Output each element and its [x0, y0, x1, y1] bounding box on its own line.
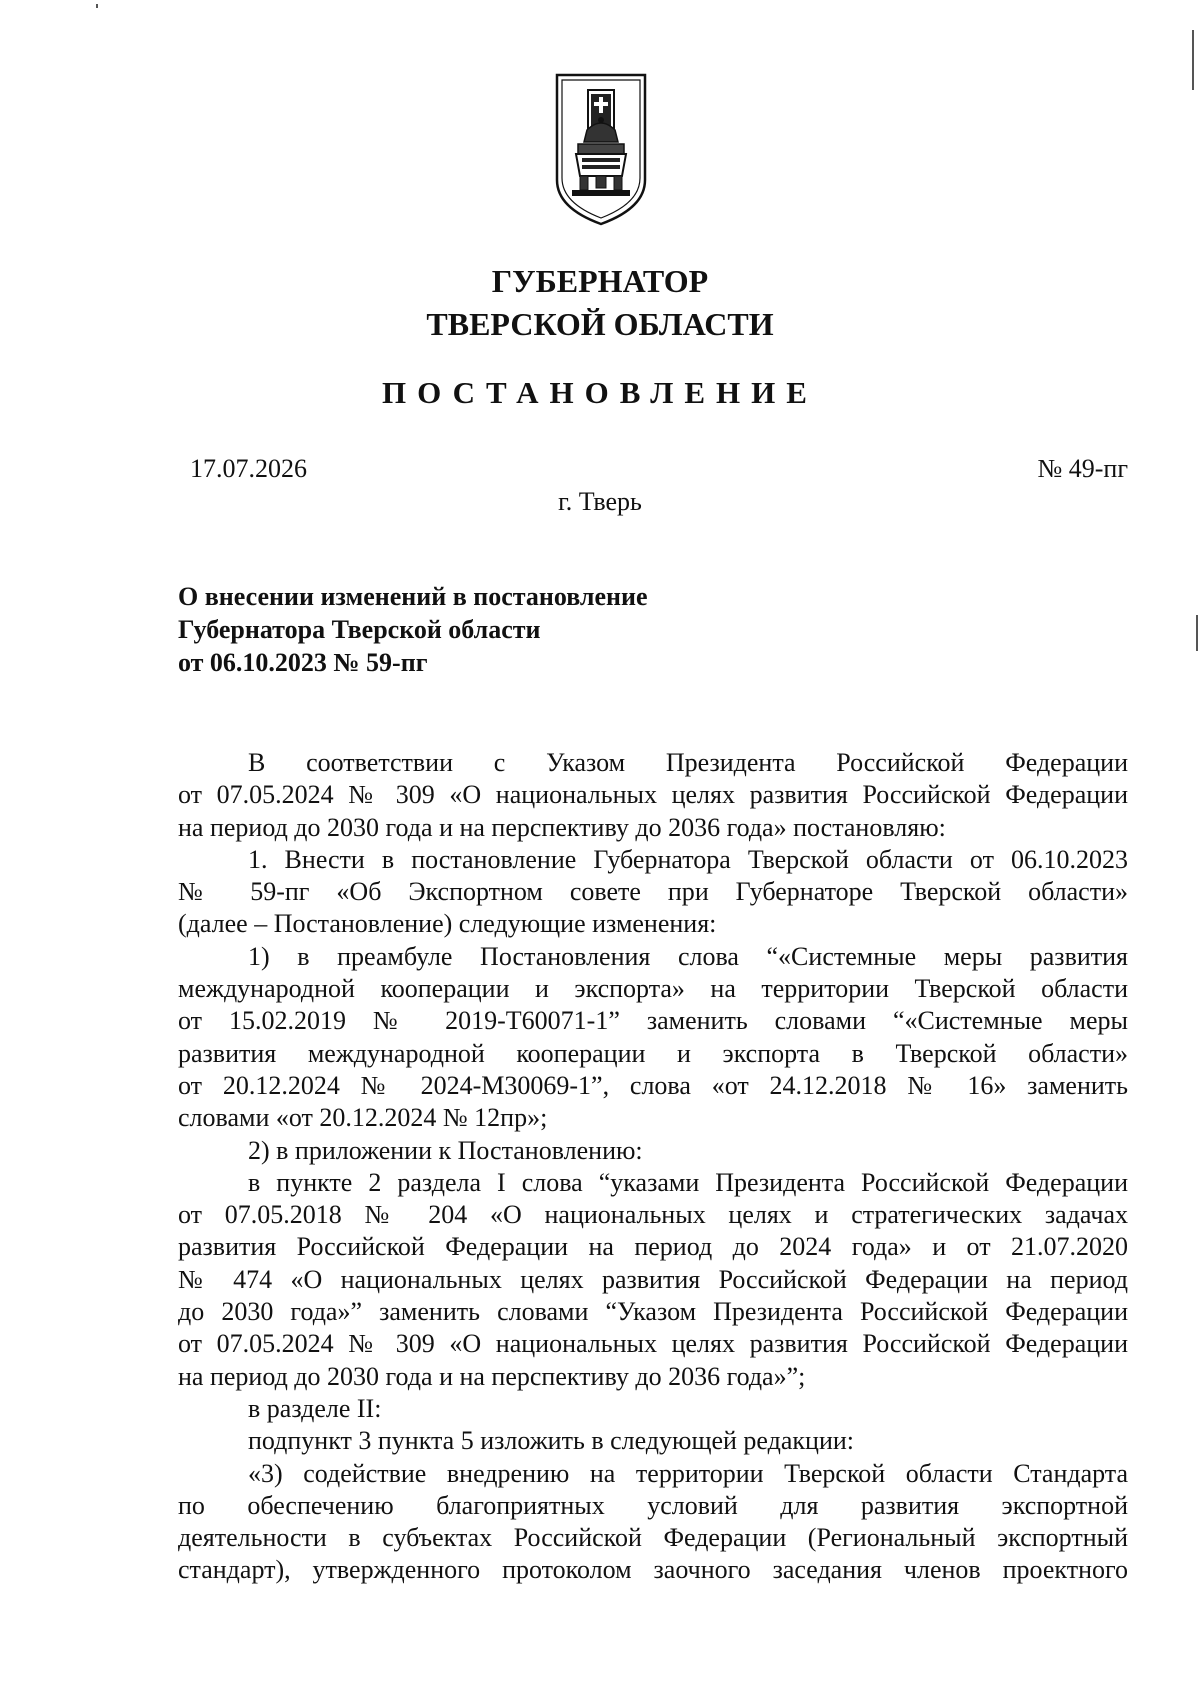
body-line: развития международной кооперации и экспорта в Тверской области»: [178, 1038, 1128, 1068]
document-subject: [178, 580, 878, 679]
body-line: словами «от 20.12.2024 № 12пр»;: [178, 1103, 548, 1133]
body-line: на период до 2030 года и на перспективу до 2036 года» постановляю:: [178, 812, 946, 842]
body-line: № 474 «О национальных целях развития Российской Федерации на период: [178, 1264, 1128, 1294]
document-city: г. Тверь: [558, 487, 642, 516]
body-line: 1. Внести в постановление Губернатора Тверской области от 06.10.2023: [248, 844, 1128, 874]
body-line: на период до 2030 года и на перспективу до 2036 года»”;: [178, 1361, 806, 1391]
subject-line: Губернатора Тверской области: [178, 615, 541, 644]
body-line: в пункте 2 раздела I слова “указами Президента Российской Федерации: [248, 1167, 1128, 1197]
body-line: от 07.05.2024 № 309 «О национальных целях развития Российской Федерации: [178, 1329, 1128, 1359]
body-line: международной кооперации и экспорта» на территории Тверской области: [178, 974, 1128, 1004]
document-type: ПОСТАНОВЛЕНИЕ: [382, 375, 818, 410]
issuer-title-line2: ТВЕРСКОЙ ОБЛАСТИ: [426, 306, 774, 342]
body-line: 2) в приложении к Постановлению:: [248, 1135, 643, 1165]
subject-line: О внесении изменений в постановление: [178, 582, 648, 611]
document-number: № 49-пг: [1037, 454, 1128, 483]
body-line: в разделе II:: [248, 1393, 382, 1423]
body-line: «3) содействие внедрению на территории Тверской области Стандарта: [248, 1458, 1128, 1488]
tver-coat-of-arms-icon: [554, 72, 648, 228]
document-date: 17.07.2026: [190, 454, 307, 483]
body-line: деятельности в субъектах Российской Федерации (Региональный экспортный: [178, 1523, 1128, 1553]
body-line: стандарт), утвержденного протоколом заочного заседания членов проектного: [178, 1555, 1128, 1585]
scan-artifact: [1192, 30, 1194, 90]
body-line: до 2030 года»” заменить словами “Указом Президента Российской Федерации: [178, 1297, 1128, 1327]
document-body: [178, 747, 1128, 1587]
body-line: 1) в преамбуле Постановления слова “«Системные меры развития: [248, 941, 1128, 971]
body-line: от 20.12.2024 № 2024-M30069-1”, слова «от 24.12.2018 № 16» заменить: [178, 1070, 1128, 1100]
body-line: В соответствии с Указом Президента Российской Федерации: [248, 748, 1128, 777]
body-line: от 07.05.2024 № 309 «О национальных целях развития Российской Федерации: [178, 780, 1128, 810]
subject-line: от 06.10.2023 № 59-пг: [178, 648, 428, 677]
body-line: от 07.05.2018 № 204 «О национальных целях и стратегических задачах: [178, 1200, 1128, 1230]
scan-artifact: [96, 4, 98, 8]
body-line: (далее – Постановление) следующие изменения:: [178, 909, 717, 939]
scan-artifact: [1196, 615, 1198, 651]
body-line: развития Российской Федерации на период до 2024 года» и от 21.07.2020: [178, 1232, 1128, 1262]
issuer-title-line1: ГУБЕРНАТОР: [491, 263, 709, 299]
body-line: № 59-пг «Об Экспортном совете при Губернаторе Тверской области»: [178, 877, 1128, 907]
body-line: от 15.02.2019 № 2019-T60071-1” заменить словами “«Системные меры: [178, 1006, 1128, 1036]
body-line: по обеспечению благоприятных условий для развития экспортной: [178, 1490, 1128, 1520]
body-line: подпункт 3 пункта 5 изложить в следующей редакции:: [248, 1426, 854, 1456]
